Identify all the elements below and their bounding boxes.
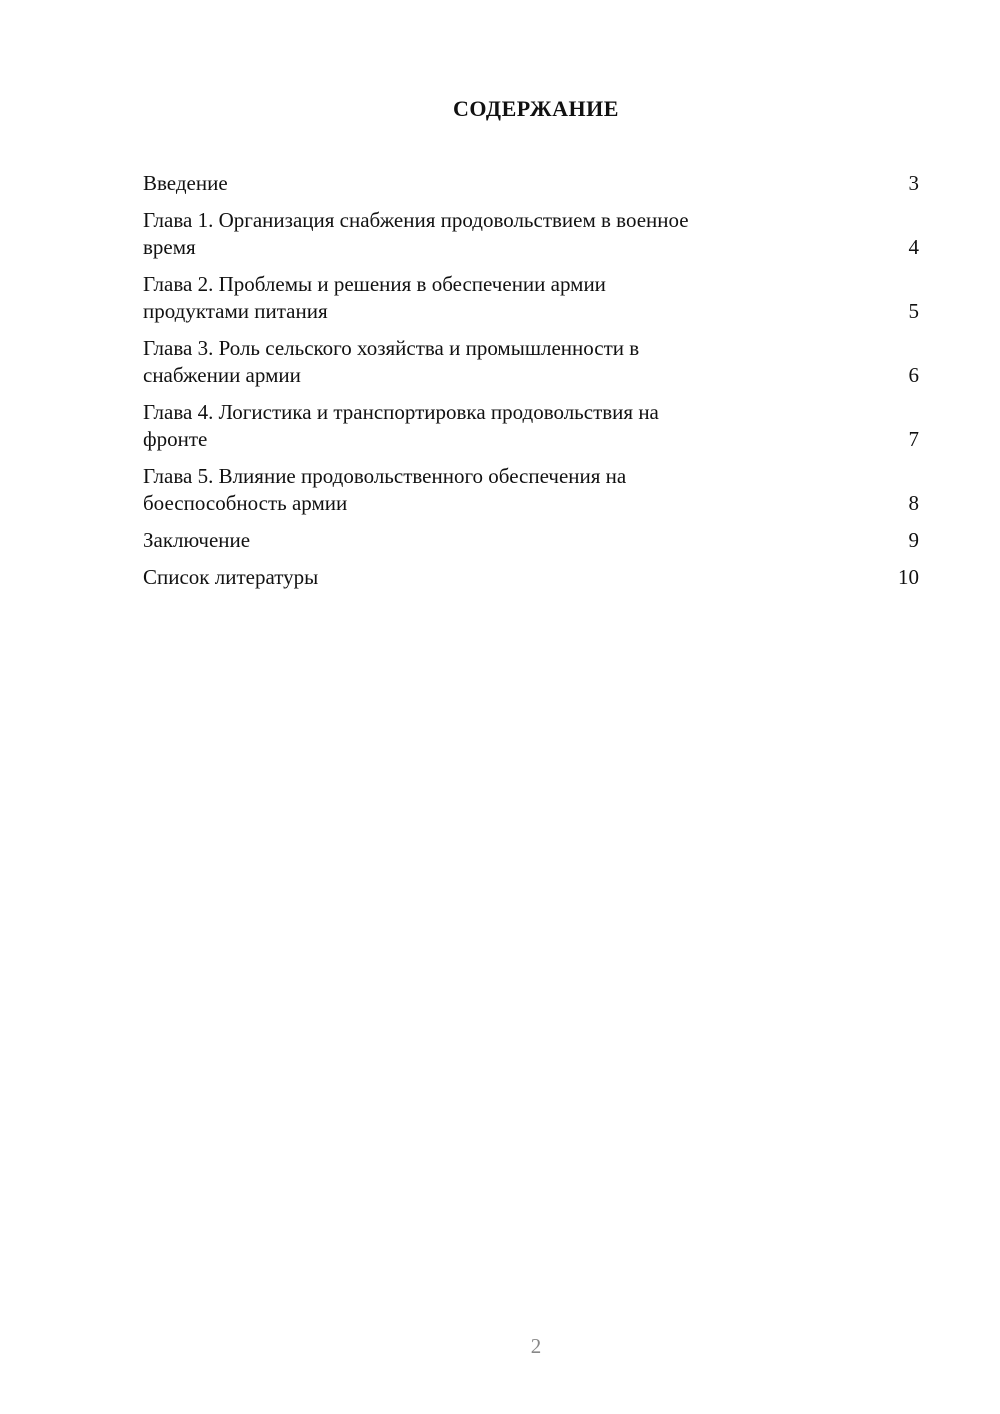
page-title: СОДЕРЖАНИЕ bbox=[453, 96, 619, 121]
toc-entry-chapter-1 bbox=[143, 207, 919, 261]
toc-entry-text: Заключение bbox=[143, 528, 251, 552]
toc-entry-references bbox=[143, 564, 919, 591]
toc-entry-page: 5 bbox=[908, 299, 919, 323]
table-of-contents bbox=[143, 170, 919, 601]
toc-entry-text: Глава 5. Влияние продовольственного обеспечения на боеспособность армии bbox=[143, 464, 627, 515]
toc-entry-introduction bbox=[143, 170, 919, 197]
toc-entry-page: 9 bbox=[908, 528, 919, 552]
toc-entry-text: Глава 4. Логистика и транспортировка продовольствия на фронте bbox=[143, 400, 659, 451]
toc-entry-conclusion bbox=[143, 527, 919, 554]
toc-entry-text: Глава 3. Роль сельского хозяйства и промышленности в снабжении армии bbox=[143, 336, 640, 387]
toc-entry-page: 7 bbox=[908, 427, 919, 451]
toc-entry-chapter-5 bbox=[143, 463, 919, 517]
toc-entry-page: 10 bbox=[898, 565, 919, 589]
toc-entry-text: Введение bbox=[143, 171, 228, 195]
toc-entry-text: Глава 1. Организация снабжения продовольствием в военное время bbox=[143, 208, 689, 259]
toc-entry-page: 3 bbox=[908, 171, 919, 195]
toc-entry-chapter-3 bbox=[143, 335, 919, 389]
toc-entry-page: 8 bbox=[908, 491, 919, 515]
toc-entry-chapter-4 bbox=[143, 399, 919, 453]
toc-entry-page: 6 bbox=[908, 363, 919, 387]
page-number: 2 bbox=[530, 1334, 542, 1358]
toc-entry-text: Глава 2. Проблемы и решения в обеспечении армии продуктами питания bbox=[143, 272, 606, 323]
toc-entry-text: Список литературы bbox=[143, 565, 319, 589]
toc-entry-chapter-2 bbox=[143, 271, 919, 325]
toc-entry-page: 4 bbox=[908, 235, 919, 259]
